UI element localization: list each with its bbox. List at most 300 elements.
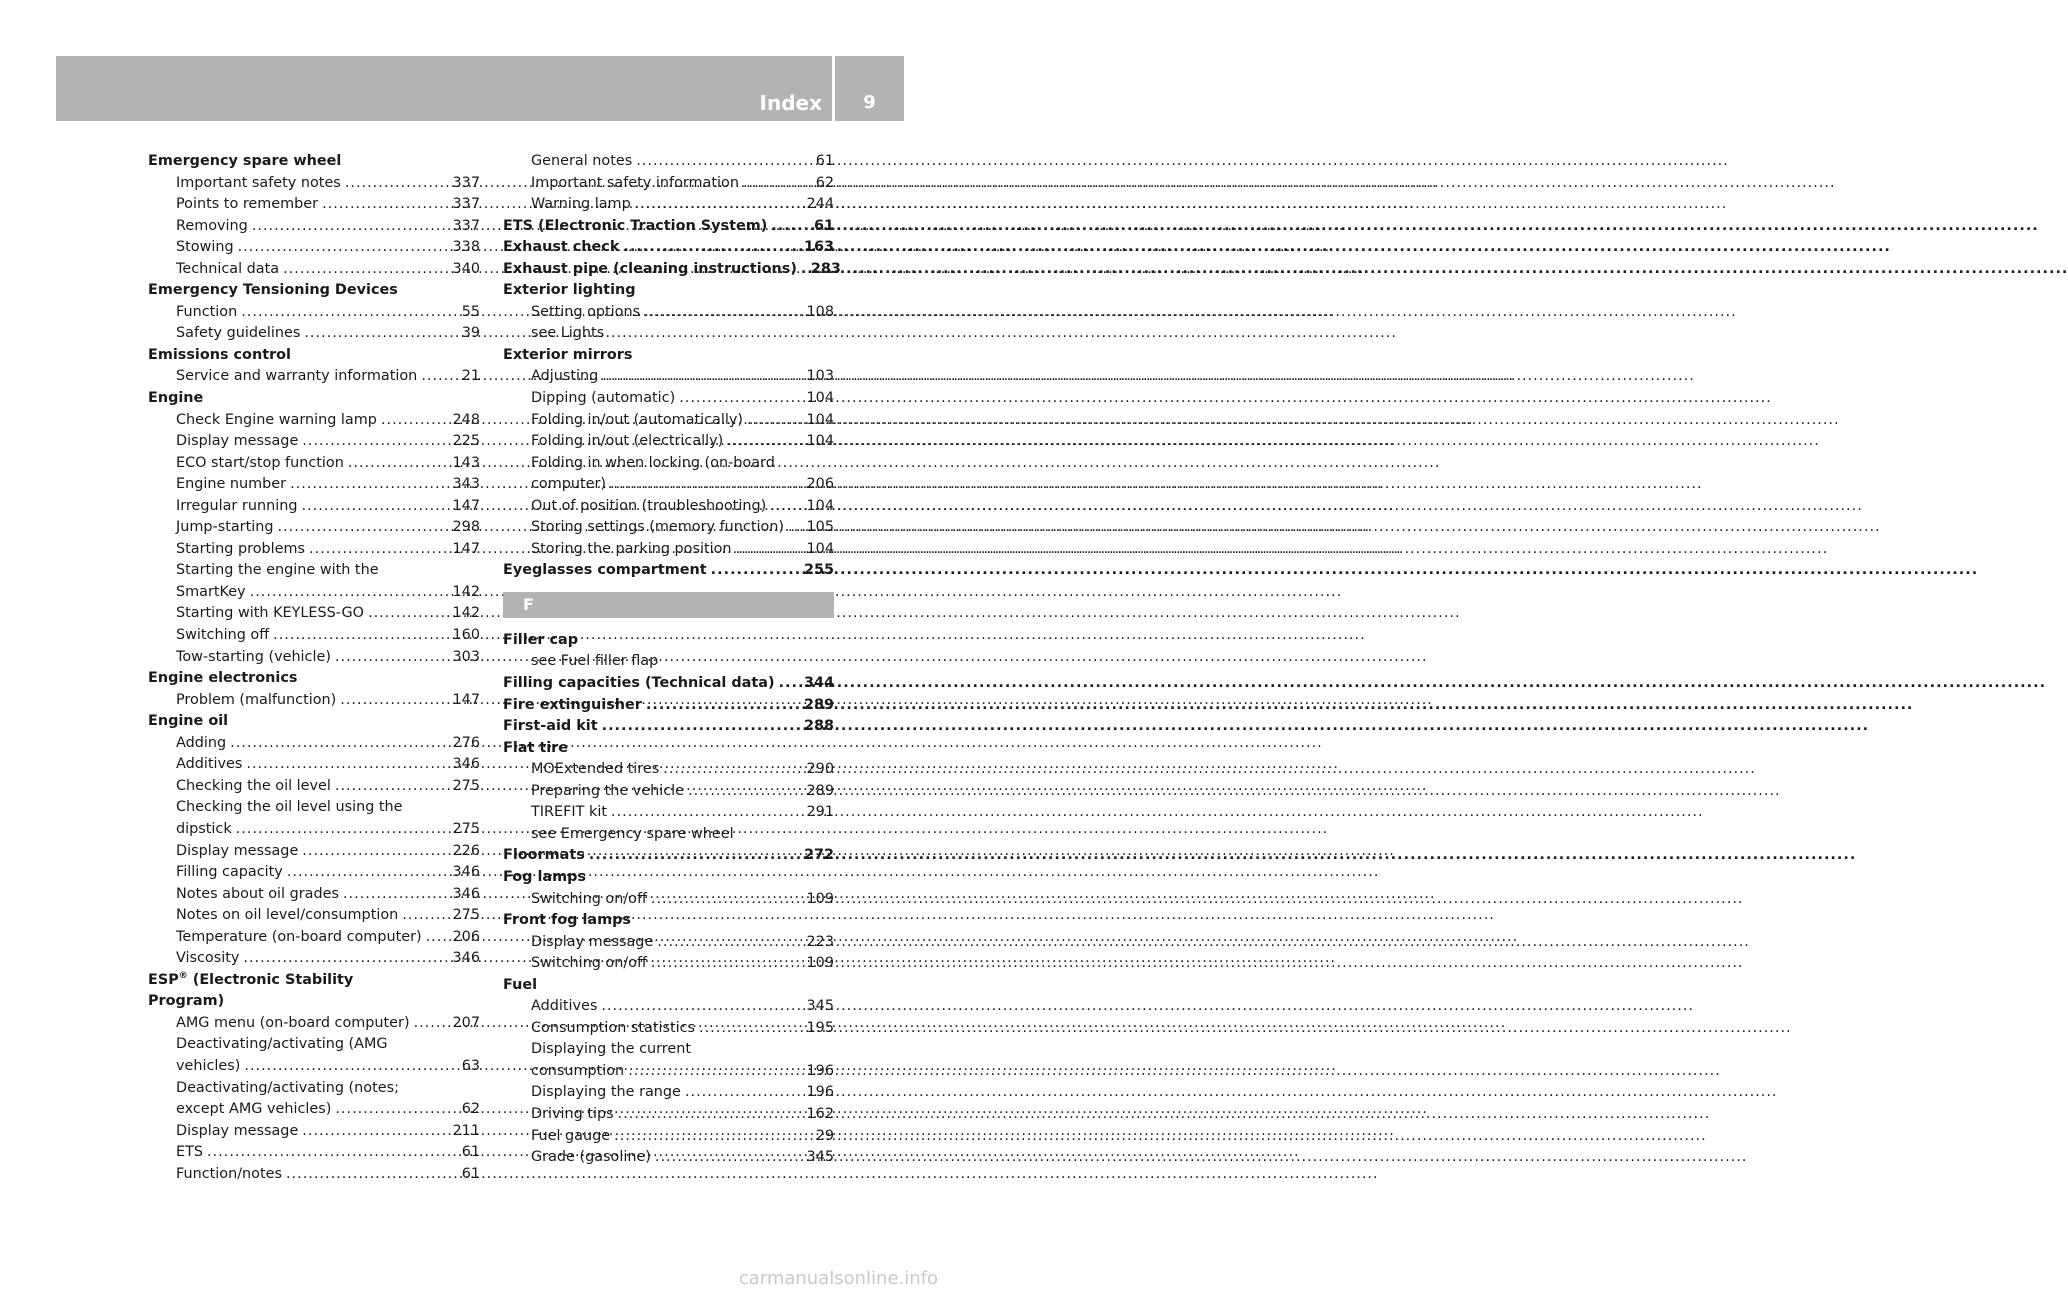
dot-leader: [779, 673, 800, 695]
index-entry-text: Points to remember: [176, 196, 319, 213]
index-subentry[interactable]: [503, 151, 834, 173]
index-entry-text: Folding in/out (electrically): [531, 433, 724, 450]
index-entry-text: Emergency Tensioning Devices: [148, 282, 398, 299]
dot-leader: [602, 716, 800, 738]
index-entry-text: Displaying the current: [531, 1041, 691, 1058]
index-subentry[interactable]: [148, 237, 480, 259]
index-subentry[interactable]: [503, 1126, 834, 1148]
dot-leader: [343, 884, 449, 906]
index-page-number: 343: [452, 476, 480, 493]
index-entry-text: ECO start/stop function: [176, 454, 344, 471]
dot-leader: [770, 496, 802, 518]
dot-leader: [635, 194, 803, 216]
index-page-number: 163: [803, 239, 834, 256]
index-heading: [148, 970, 480, 992]
index-entry-text: Starting the engine with the: [176, 562, 379, 579]
dot-leader: [252, 216, 449, 238]
index-subentry[interactable]: [148, 366, 480, 388]
index-entry-text: Engine: [148, 390, 204, 407]
index-subentry[interactable]: [148, 259, 480, 281]
dot-leader: [421, 366, 457, 388]
index-page-number: 142: [452, 605, 480, 622]
dot-leader: [589, 845, 800, 867]
dot-leader: [644, 302, 802, 324]
index-subentry[interactable]: [503, 517, 834, 539]
index-subentry[interactable]: [148, 647, 480, 669]
dot-leader: [340, 690, 448, 712]
index-heading[interactable]: [503, 673, 834, 695]
dot-leader: [246, 754, 448, 776]
page-title: Index: [759, 91, 822, 115]
dot-leader: [402, 905, 448, 927]
dot-leader: [679, 388, 802, 410]
index-entry-text: Out of position (troubleshooting): [531, 497, 767, 514]
index-page-number: 288: [803, 718, 834, 735]
index-heading[interactable]: [503, 259, 841, 281]
index-entry-text: Problem (malfunction): [176, 691, 337, 708]
index-entry-text: Storing the parking position: [531, 540, 732, 557]
index-heading: [148, 388, 480, 410]
dot-leader: [368, 603, 449, 625]
index-page-number: 340: [452, 260, 480, 277]
dot-leader: [663, 759, 802, 781]
index-page-number: 62: [461, 1101, 480, 1118]
index-subentry[interactable]: [148, 603, 480, 625]
index-page-number: 289: [806, 782, 834, 799]
index-entry-text: Fire extinguisher: [503, 696, 642, 713]
index-entry-text: Fuel: [503, 976, 538, 993]
index-subentry[interactable]: [503, 539, 834, 561]
index-subentry: [148, 560, 480, 582]
index-heading: [503, 280, 834, 302]
dot-leader: [241, 302, 457, 324]
index-entry-text: Adjusting: [531, 368, 599, 385]
index-subentry[interactable]: [503, 759, 834, 781]
index-subentry[interactable]: [503, 366, 834, 388]
index-entry-text: Engine electronics: [148, 670, 298, 687]
page-number: 9: [863, 92, 876, 113]
index-subentry[interactable]: [148, 582, 480, 604]
index-page-number: 55: [461, 303, 480, 320]
index-page-number: 29: [815, 1127, 834, 1144]
dot-leader: [611, 802, 803, 824]
dot-leader: [655, 1147, 803, 1169]
index-entry-text: Safety guidelines: [176, 325, 301, 342]
index-page-number: 147: [452, 691, 480, 708]
dot-leader: [699, 1018, 803, 1040]
index-entry-text: except AMG vehicles): [176, 1101, 332, 1118]
dot-leader: [414, 1013, 449, 1035]
index-entry-text: Display message: [531, 933, 654, 950]
index-page-number: 223: [806, 933, 834, 950]
dot-leader: [426, 927, 449, 949]
index-page-number: 345: [806, 1149, 834, 1166]
dot-leader: [244, 1056, 457, 1078]
dot-leader: [309, 539, 449, 561]
dot-leader: [302, 841, 448, 863]
index-page-number: 337: [452, 217, 480, 234]
index-page-number: 290: [806, 761, 834, 778]
index-entry-text: Service and warranty information: [176, 368, 418, 385]
index-subentry: [503, 824, 834, 846]
index-page-number: 147: [452, 540, 480, 557]
index-subentry[interactable]: [503, 1104, 834, 1126]
dot-leader: [207, 1142, 458, 1164]
index-subentry[interactable]: [503, 410, 834, 432]
index-subentry[interactable]: [148, 625, 480, 647]
index-heading: [503, 975, 834, 997]
index-entry-text: Check Engine warning lamp: [176, 411, 377, 428]
dot-leader: [614, 1126, 812, 1148]
index-entry-text: Driving tips: [531, 1105, 614, 1122]
index-subentry[interactable]: [503, 932, 834, 954]
index-page-number: 147: [452, 497, 480, 514]
watermark: carmanualsonline.info: [738, 1268, 938, 1289]
index-page-number: 226: [452, 842, 480, 859]
dot-leader: [335, 776, 449, 798]
index-entry-text: General notes: [531, 153, 633, 169]
index-page-number: 337: [452, 174, 480, 191]
index-entry-text: Exterior mirrors: [503, 346, 633, 363]
index-heading: [503, 910, 834, 932]
index-subentry[interactable]: [148, 173, 480, 195]
index-subentry[interactable]: [503, 431, 834, 453]
index-subentry: [148, 797, 480, 819]
index-entry-text: Switching on/off: [531, 890, 647, 907]
index-group-f: [503, 630, 834, 1169]
index-page-number: 291: [806, 804, 834, 821]
index-page-number: 103: [806, 368, 834, 385]
index-entry-text: consumption: [531, 1062, 625, 1079]
index-entry-text: First-aid kit: [503, 718, 598, 735]
index-page-number: 61: [461, 1144, 480, 1161]
index-entry-text: Warning lamp: [531, 196, 631, 213]
index-entry-text: Technical data: [176, 260, 280, 277]
dot-leader: [348, 453, 449, 475]
index-page-number: 196: [806, 1062, 834, 1079]
index-subentry[interactable]: [148, 862, 480, 884]
dot-leader: [801, 259, 807, 281]
index-heading: [503, 738, 834, 760]
index-heading: [148, 991, 480, 1013]
dot-leader: [286, 1164, 458, 1186]
index-entry-text: see Emergency spare wheel: [531, 825, 734, 842]
index-heading: [148, 668, 480, 690]
index-subentry: [503, 1039, 834, 1061]
index-heading[interactable]: [503, 845, 834, 867]
index-subentry[interactable]: [148, 194, 480, 216]
index-subentry[interactable]: [148, 1164, 480, 1186]
index-subentry[interactable]: [503, 953, 834, 975]
index-subentry[interactable]: [503, 996, 834, 1018]
index-page-number: 346: [452, 864, 480, 881]
index-entry-text: Setting options: [531, 303, 641, 320]
index-subentry[interactable]: [148, 884, 480, 906]
index-subentry[interactable]: [148, 453, 480, 475]
index-page-number: 211: [452, 1122, 480, 1139]
index-entry-text: see Fuel filler flap: [531, 653, 659, 670]
index-column-right: [503, 151, 841, 1169]
index-entry-text: Notes about oil grades: [176, 885, 339, 902]
index-entry-text: Temperature (on-board computer): [176, 928, 422, 945]
index-page-number: 108: [806, 303, 834, 320]
dot-leader: [304, 323, 457, 345]
index-page-number: 272: [803, 847, 834, 864]
dot-leader: [236, 819, 449, 841]
dot-leader: [771, 216, 810, 238]
dot-leader: [301, 496, 448, 518]
index-entry-text: Deactivating/activating (notes;: [176, 1079, 399, 1096]
index-entry-text: ETS (Electronic Traction System): [503, 217, 768, 234]
index-page-number: 104: [806, 411, 834, 428]
dot-leader: [602, 366, 802, 388]
index-heading[interactable]: [503, 695, 834, 717]
dot-leader: [230, 733, 448, 755]
index-subentry[interactable]: [148, 323, 480, 345]
index-subentry[interactable]: [503, 1147, 834, 1169]
index-entry-text: Grade (gasoline): [531, 1149, 651, 1166]
dot-leader: [250, 582, 449, 604]
index-page-number: 162: [806, 1105, 834, 1122]
index-entry-text: Fog lamps: [503, 868, 586, 885]
index-page-number: 63: [461, 1057, 480, 1074]
dot-leader: [290, 474, 448, 496]
index-entry-text: computer): [531, 476, 607, 493]
dot-leader: [610, 474, 803, 496]
index-entry-text: Front fog lamps: [503, 912, 631, 929]
index-entry-text: ESP: [148, 971, 179, 988]
dot-leader: [335, 1099, 457, 1121]
registered-mark: ®: [178, 970, 188, 981]
dot-leader: [273, 625, 448, 647]
index-subentry[interactable]: [503, 781, 834, 803]
index-entry-text: Jump-starting: [176, 519, 274, 536]
index-page-number: 104: [806, 433, 834, 450]
dot-leader: [381, 410, 449, 432]
index-entry-text: Switching on/off: [531, 955, 647, 972]
index-subentry[interactable]: [148, 690, 480, 712]
index-entry-text: Preparing the vehicle: [531, 782, 685, 799]
index-entry-text: Storing settings (memory function): [531, 519, 785, 536]
index-subentry[interactable]: [148, 841, 480, 863]
index-page-number: 276: [452, 734, 480, 751]
index-page-number: 275: [452, 777, 480, 794]
index-entry-text: Deactivating/activating (AMG: [176, 1036, 388, 1053]
index-heading[interactable]: [503, 216, 834, 238]
index-entry-text: TIREFIT kit: [531, 804, 607, 821]
index-subentry[interactable]: [503, 388, 834, 410]
index-entry-text: Display message: [176, 842, 299, 859]
index-subentry[interactable]: [148, 754, 480, 776]
index-page-number: 298: [452, 519, 480, 536]
index-subentry[interactable]: [148, 819, 480, 841]
index-heading: [148, 151, 480, 173]
index-entry-text: Program): [148, 993, 225, 1010]
index-heading[interactable]: [503, 716, 834, 738]
index-subentry: [148, 1078, 480, 1100]
dot-leader: [345, 173, 449, 195]
index-subentry[interactable]: [503, 889, 834, 911]
index-entry-text: Filling capacity: [176, 864, 283, 881]
index-subentry[interactable]: [148, 1142, 480, 1164]
index-group-e-continued: [503, 151, 841, 582]
index-subentry[interactable]: [503, 173, 834, 195]
index-page-number: 289: [803, 696, 834, 713]
index-page-number: 109: [806, 890, 834, 907]
index-page-number: 142: [452, 583, 480, 600]
index-entry-text: Fuel gauge: [531, 1127, 611, 1144]
index-entry-text: Filling capacities (Technical data): [503, 675, 775, 692]
index-subentry[interactable]: [148, 474, 480, 496]
dot-leader: [711, 560, 800, 582]
index-entry-text: Starting problems: [176, 540, 306, 557]
index-subentry[interactable]: [148, 733, 480, 755]
index-entry-text: Dipping (automatic): [531, 390, 676, 407]
index-page-number: 104: [806, 390, 834, 407]
dot-leader: [302, 431, 448, 453]
index-subentry[interactable]: [503, 496, 834, 518]
index-entry-text: Display message: [176, 433, 299, 450]
index-page-number: 143: [452, 454, 480, 471]
index-entry-text: Engine oil: [148, 713, 229, 730]
dot-leader: [657, 932, 802, 954]
index-entry-text: Emergency spare wheel: [148, 153, 342, 169]
index-subentry[interactable]: [503, 802, 834, 824]
index-entry-text: AMG menu (on-board computer): [176, 1014, 410, 1031]
index-entry-text: Tow-starting (vehicle): [176, 648, 331, 665]
index-page-number: 283: [810, 260, 841, 277]
index-entry-text: Emissions control: [148, 346, 291, 363]
index-subentry[interactable]: [148, 302, 480, 324]
index-entry-text: vehicles): [176, 1057, 241, 1074]
dot-leader: [651, 889, 803, 911]
dot-leader: [283, 259, 448, 281]
index-page-number: 244: [806, 196, 834, 213]
index-page-number: 104: [806, 497, 834, 514]
dot-leader: [322, 194, 448, 216]
dot-leader: [243, 948, 448, 970]
index-subentry[interactable]: [148, 431, 480, 453]
index-page-number: 196: [806, 1084, 834, 1101]
dot-leader: [646, 695, 800, 717]
dot-leader: [238, 237, 449, 259]
index-subentry[interactable]: [503, 1061, 834, 1083]
index-entry-text: Switching off: [176, 627, 270, 644]
dot-leader: [727, 431, 802, 453]
index-page-number: 206: [806, 476, 834, 493]
dot-leader: [287, 862, 449, 884]
index-page-number: 61: [815, 153, 834, 169]
index-page-number: 195: [806, 1019, 834, 1036]
index-entry-text: Folding in when locking (on-board: [531, 454, 775, 471]
index-subentry[interactable]: [148, 905, 480, 927]
index-page-number: 225: [452, 433, 480, 450]
index-entry-text: Viscosity: [176, 950, 240, 967]
index-subentry[interactable]: [148, 1121, 480, 1143]
index-subentry[interactable]: [148, 539, 480, 561]
index-entry-text: MOExtended tires: [531, 761, 660, 778]
index-entry-text: Irregular running: [176, 497, 298, 514]
index-page-number: 62: [815, 174, 834, 191]
index-entry-text: Display message: [176, 1122, 299, 1139]
index-subentry[interactable]: [148, 1099, 480, 1121]
section-letter-f: F: [503, 592, 834, 618]
dot-leader: [302, 1121, 448, 1143]
index-entry-text: Starting with KEYLESS-GO: [176, 605, 364, 622]
index-page-number: 104: [806, 540, 834, 557]
index-heading: [503, 345, 834, 367]
index-entry-text: Eyeglasses compartment: [503, 562, 707, 579]
index-subentry[interactable]: [148, 776, 480, 798]
dot-leader: [685, 1082, 803, 1104]
index-page-number: 255: [803, 562, 834, 579]
index-entry-text: Removing: [176, 217, 248, 234]
dot-leader: [743, 173, 812, 195]
index-subentry[interactable]: [503, 474, 834, 496]
index-page-number: 346: [452, 950, 480, 967]
index-subentry[interactable]: [148, 927, 480, 949]
index-subentry: [503, 323, 834, 345]
index-entry-text: Function: [176, 303, 238, 320]
index-subentry: [148, 1034, 480, 1056]
index-subentry: [503, 651, 834, 673]
index-page-number: 337: [452, 196, 480, 213]
dot-leader: [651, 953, 803, 975]
index-entry-text: Additives: [176, 756, 243, 773]
index-subentry[interactable]: [148, 948, 480, 970]
index-heading[interactable]: [503, 560, 834, 582]
index-entry-text: Additives: [531, 998, 598, 1015]
index-subentry[interactable]: [503, 1018, 834, 1040]
index-entry-text: Folding in/out (automatically): [531, 411, 743, 428]
index-entry-text: Displaying the range: [531, 1084, 681, 1101]
index-page-number: 303: [452, 648, 480, 665]
index-page-number: 61: [461, 1165, 480, 1182]
index-subentry[interactable]: [148, 496, 480, 518]
index-entry-text: Exhaust check: [503, 239, 620, 256]
dot-leader: [335, 647, 449, 669]
index-subentry[interactable]: [503, 1082, 834, 1104]
index-subentry[interactable]: [148, 1056, 480, 1078]
dot-leader: [788, 517, 803, 539]
index-subentry[interactable]: [148, 216, 480, 238]
index-subentry[interactable]: [503, 194, 834, 216]
index-page-number: 275: [452, 820, 480, 837]
index-entry-text: Filler cap: [503, 631, 579, 648]
index-subentry[interactable]: [148, 410, 480, 432]
index-entry-text: dipstick: [176, 820, 232, 837]
index-page-number: 105: [806, 519, 834, 536]
dot-leader: [736, 539, 803, 561]
index-page-number: 61: [813, 217, 834, 234]
index-heading[interactable]: [503, 237, 834, 259]
index-heading: [503, 867, 834, 889]
dot-leader: [618, 1104, 803, 1126]
index-subentry[interactable]: [503, 302, 834, 324]
index-entry-text: Flat tire: [503, 739, 569, 756]
index-entry-text: Important safety information: [531, 174, 739, 191]
index-heading: [148, 345, 480, 367]
index-page-number: 275: [452, 907, 480, 924]
index-heading: [148, 280, 480, 302]
index-subentry[interactable]: [148, 517, 480, 539]
index-column-left: [148, 151, 480, 1185]
index-page-number: 248: [452, 411, 480, 428]
index-page-number: 21: [461, 368, 480, 385]
index-subentry[interactable]: [148, 1013, 480, 1035]
index-page-number: 345: [806, 998, 834, 1015]
index-entry-text: Consumption statistics: [531, 1019, 696, 1036]
